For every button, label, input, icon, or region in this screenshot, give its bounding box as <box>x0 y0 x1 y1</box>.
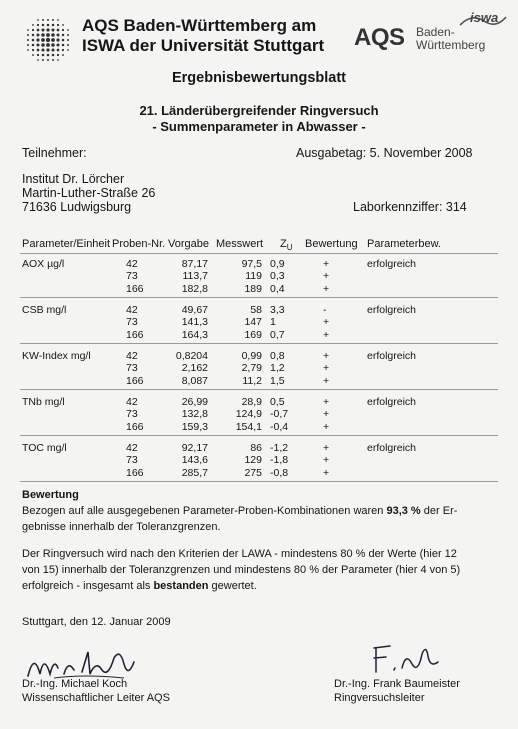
z-score: -0,7 <box>270 408 289 421</box>
z-score: 0,7 <box>270 328 285 341</box>
rating-mark: + <box>323 350 330 362</box>
subtitle-line1: 21. Länderübergreifender Ringversuch <box>139 103 379 118</box>
col-header-sample: Proben-Nr. <box>112 238 166 250</box>
target-value: 164,3 <box>181 328 208 341</box>
lab-code: Laborkennziffer: 314 <box>353 200 467 214</box>
sample-number: 73 <box>126 454 138 467</box>
rating-mark: + <box>323 270 330 283</box>
parameter-result: erfolgreich <box>367 350 417 362</box>
signature-left-role: Wissenschaftlicher Leiter AQS <box>22 692 170 704</box>
sample-number: 166 <box>126 466 144 479</box>
col-header-target: Vorgabe <box>168 238 209 250</box>
target-value: 0,8204 <box>175 350 208 362</box>
measured-value: 124,9 <box>235 408 262 421</box>
logo-wuerttemberg: Württemberg <box>416 38 486 52</box>
z-score: 0,5 <box>270 396 285 408</box>
sample-number: 73 <box>126 316 138 329</box>
z-score: 0,4 <box>270 282 285 295</box>
parameter-result: erfolgreich <box>367 442 417 454</box>
rating-mark: + <box>323 328 330 341</box>
signature-right <box>368 642 448 678</box>
group-separator <box>20 389 498 390</box>
header-line2: ISWA der Universität Stuttgart <box>82 36 325 55</box>
iswa-logo-text: iswa <box>470 10 499 25</box>
z-subscript: U <box>286 243 293 253</box>
parameter-result: erfolgreich <box>367 258 417 270</box>
target-value: 143,6 <box>181 454 208 467</box>
evaluation-p1-line2: gebnisse innerhalb der Toleranzgrenzen. <box>22 521 221 533</box>
measured-value: 275 <box>244 466 262 479</box>
z-score: -0,8 <box>270 466 289 479</box>
participant-name: Institut Dr. Lörcher <box>22 172 125 186</box>
evaluation-p2-text-c: gewertet. <box>208 580 257 592</box>
rating-mark: + <box>323 466 330 479</box>
header-line1: AQS Baden-Württemberg am <box>82 16 317 35</box>
target-value: 92,17 <box>181 442 208 454</box>
z-score: 0,9 <box>270 258 285 270</box>
sample-number: 166 <box>126 282 144 295</box>
evaluation-p2-line2: von 15) innerhalb der Toleranzgrenzen und mindestens 80 % der Parameter (hier 4 von 5) <box>22 564 461 576</box>
target-value: 285,7 <box>181 466 208 479</box>
rating-mark: + <box>323 442 330 454</box>
signature-right-name: Dr.-Ing. Frank Baumeister <box>334 678 460 690</box>
rating-mark: + <box>323 454 330 467</box>
measured-value: 119 <box>245 270 262 283</box>
evaluation-p2-line1: Der Ringversuch wird nach den Kriterien der LAWA - mindestens 80 % der Werte (hier 12 <box>22 548 457 560</box>
sample-number: 42 <box>126 396 138 408</box>
sample-number: 73 <box>126 408 138 421</box>
evaluation-p2-line3 <box>22 580 257 592</box>
parameter-name: CSB mg/l <box>22 304 67 316</box>
parameter-name: TNb mg/l <box>22 396 65 408</box>
logo-baden: Baden- <box>416 25 455 39</box>
issue-date: Ausgabetag: 5. November 2008 <box>296 146 473 160</box>
parameter-name: AOX µg/l <box>22 258 65 270</box>
sample-number: 42 <box>126 304 138 316</box>
z-score: -0,4 <box>270 420 289 433</box>
col-header-rating: Bewertung <box>305 238 358 250</box>
rating-mark: + <box>323 374 330 387</box>
z-score: 3,3 <box>270 304 285 316</box>
z-score: 0,8 <box>270 350 285 362</box>
z-score: -1,2 <box>270 442 289 454</box>
header-separator <box>20 253 498 254</box>
measured-value: 58 <box>250 304 262 316</box>
target-value: 26,99 <box>181 396 208 408</box>
group-separator <box>20 435 498 436</box>
parameter-name: KW-Index mg/l <box>22 350 91 362</box>
subtitle-line2: - Summenparameter in Abwasser - <box>152 119 366 134</box>
group-separator <box>20 297 498 298</box>
target-value: 159,3 <box>181 420 208 433</box>
group-separator <box>20 343 498 344</box>
target-value: 182,8 <box>181 282 208 295</box>
participant-city: 71636 Ludwigsburg <box>22 200 132 214</box>
parameter-result: erfolgreich <box>367 396 417 408</box>
signature-left-name: Dr.-Ing. Michael Koch <box>22 678 128 690</box>
measured-value: 189 <box>244 282 262 295</box>
measured-value: 169 <box>244 328 262 341</box>
col-header-param: Parameter/Einheit <box>22 238 111 250</box>
col-header-measured: Messwert <box>216 238 264 250</box>
target-value: 87,17 <box>181 258 208 270</box>
target-value: 2,162 <box>181 362 208 375</box>
participant-street: Martin-Luther-Straße 26 <box>22 186 156 200</box>
sample-number: 73 <box>126 362 138 375</box>
rating-mark: + <box>323 396 330 408</box>
rating-mark: + <box>323 362 330 375</box>
target-value: 113,7 <box>182 270 208 283</box>
sample-number: 166 <box>126 328 144 341</box>
z-score: 1,5 <box>270 374 285 387</box>
page-title: Ergebnisbewertungsblatt <box>171 70 347 86</box>
signature-right-role: Ringversuchsleiter <box>334 692 425 704</box>
measured-value: 2,79 <box>241 362 262 375</box>
z-score: 1,2 <box>270 362 285 375</box>
z-symbol: Z <box>280 238 287 250</box>
sample-number: 42 <box>126 442 138 454</box>
sample-number: 166 <box>126 420 144 433</box>
evaluation-passed: bestanden <box>153 580 209 592</box>
aqs-dot-logo <box>24 16 72 64</box>
evaluation-p1-text-b: der Er- <box>420 505 458 517</box>
measured-value: 28,9 <box>241 396 262 408</box>
target-value: 132,8 <box>181 408 208 421</box>
rating-mark: + <box>323 316 330 329</box>
measured-value: 0,99 <box>241 350 262 362</box>
target-value: 141,3 <box>181 316 208 329</box>
evaluation-percentage: 93,3 % <box>386 505 421 517</box>
table-bottom-separator <box>20 481 498 482</box>
evaluation-heading: Bewertung <box>22 489 79 501</box>
participant-label: Teilnehmer: <box>22 146 87 160</box>
col-header-param-rating: Parameterbew. <box>367 238 441 250</box>
measured-value: 154,1 <box>235 420 262 433</box>
sample-number: 166 <box>126 374 144 387</box>
col-header-z <box>280 238 293 252</box>
rating-mark: - <box>323 304 327 316</box>
parameter-name: TOC mg/l <box>22 442 67 454</box>
target-value: 8,087 <box>181 374 208 387</box>
parameter-result: erfolgreich <box>367 304 417 316</box>
z-score: 0,3 <box>270 270 285 283</box>
rating-mark: + <box>323 408 330 421</box>
target-value: 49,67 <box>181 304 208 316</box>
evaluation-p1-text-a: Bezogen auf alle ausgegebenen Parameter-Proben-Kombinationen waren <box>22 505 387 517</box>
z-score: 1 <box>270 316 276 329</box>
measured-value: 86 <box>250 442 262 454</box>
aqs-brand-logo: AQS <box>354 24 405 51</box>
measured-value: 129 <box>244 454 262 467</box>
evaluation-p2-text-a: erfolgreich - insgesamt als <box>22 580 154 592</box>
rating-mark: + <box>323 258 330 270</box>
sample-number: 73 <box>126 270 138 283</box>
place-date: Stuttgart, den 12. Januar 2009 <box>22 616 171 628</box>
measured-value: 11,2 <box>242 374 262 387</box>
measured-value: 147 <box>244 316 262 329</box>
rating-mark: + <box>323 420 330 433</box>
evaluation-p1-line1 <box>22 505 457 517</box>
sample-number: 42 <box>126 350 138 362</box>
sample-number: 42 <box>126 258 138 270</box>
signature-left <box>24 644 144 682</box>
z-score: -1,8 <box>270 454 289 467</box>
measured-value: 97,5 <box>241 258 262 270</box>
rating-mark: + <box>323 282 330 295</box>
